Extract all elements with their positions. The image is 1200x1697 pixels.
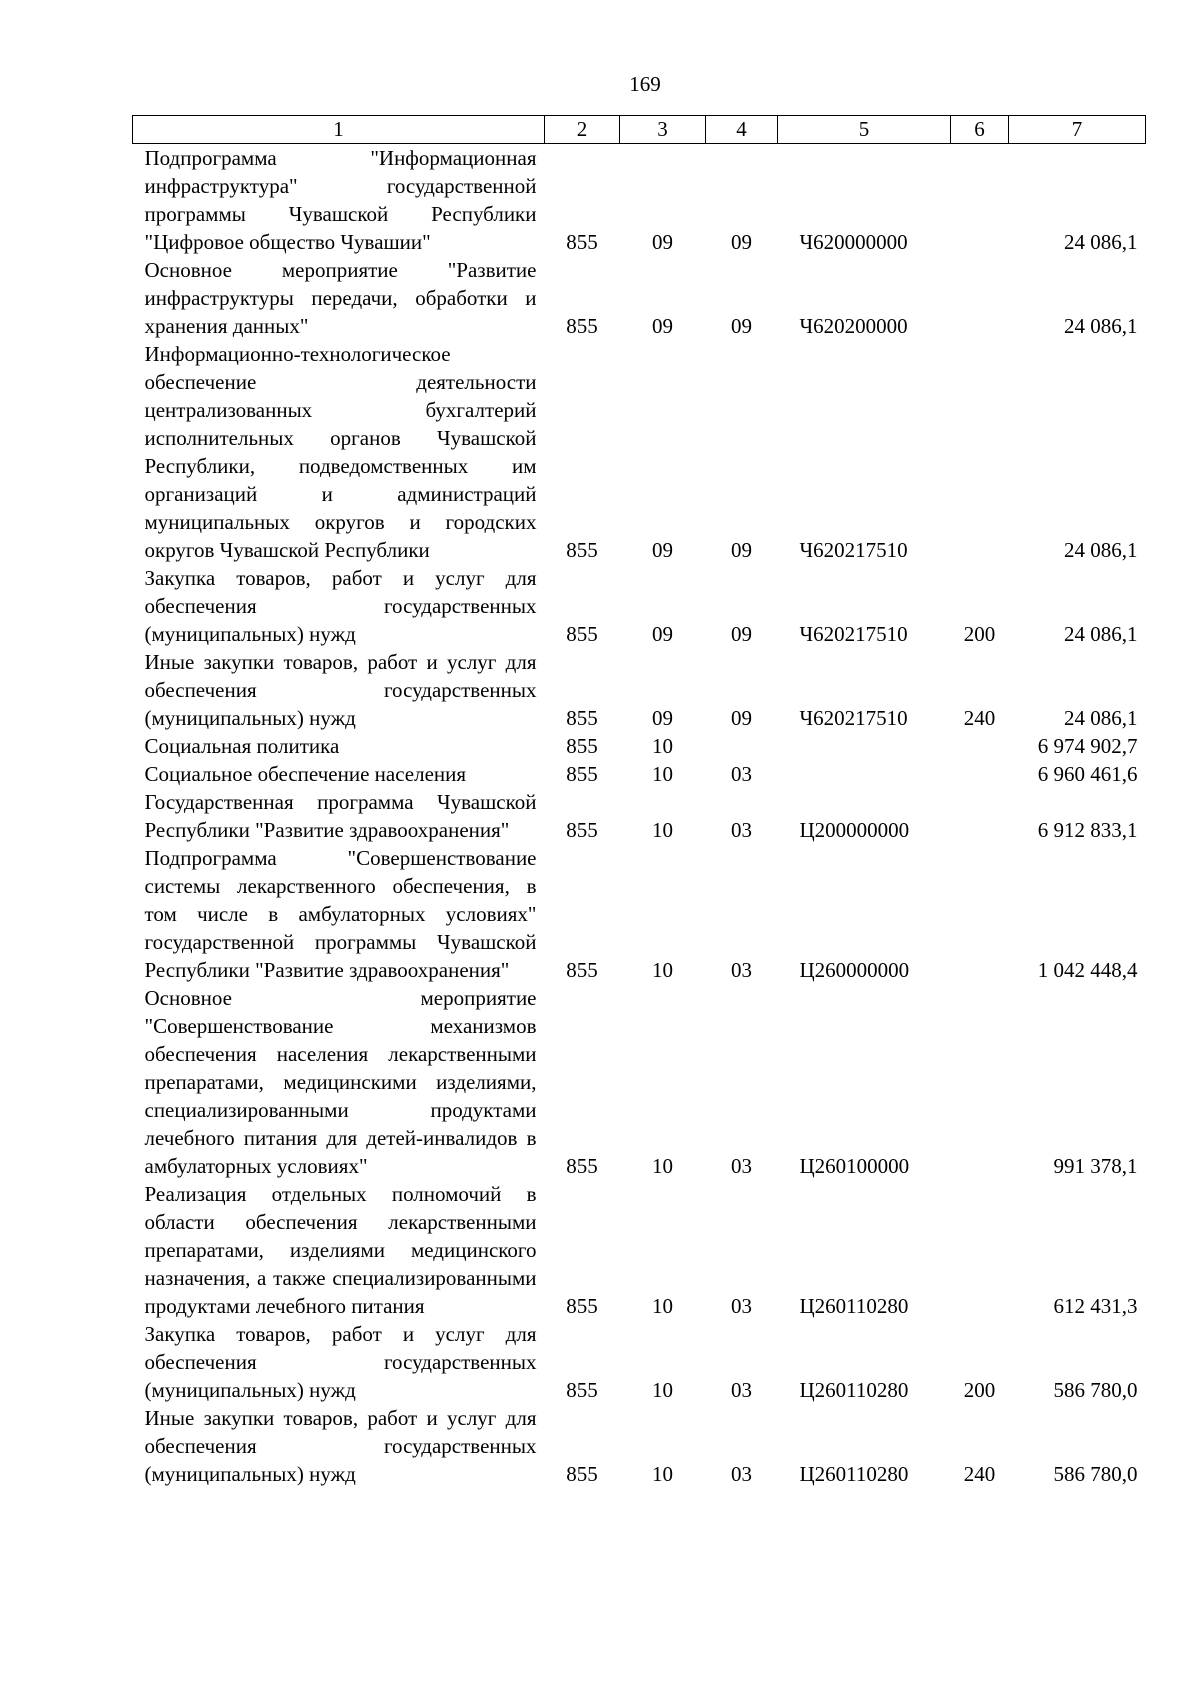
table-row — [133, 256, 1146, 340]
row-grbs-cell: 855 — [566, 958, 598, 982]
row-name-cell — [133, 144, 545, 257]
row-name-cell — [133, 984, 545, 1180]
row-name-text: Государственная программа Чувашской Республики "Развитие здравоохранения" — [144, 790, 537, 842]
row-subsection-cell: 03 — [731, 958, 752, 982]
table-row — [133, 144, 1146, 257]
row-name-text: Основное мероприятие "Совершенствование механизмов обеспечения населения лекарственными препаратами, медицинскими изделиями, специализированными продуктами лечебного питания для детей-инвалидов в амбулаторных условиях" — [144, 986, 537, 1178]
row-amount-cell: 24 086,1 — [1064, 538, 1138, 562]
row-amount-cell: 586 780,0 — [1053, 1378, 1138, 1402]
row-subsection-cell: 03 — [731, 1154, 752, 1178]
table-row — [133, 564, 1146, 648]
row-grbs-cell: 855 — [566, 818, 598, 842]
row-name-text: Закупка товаров, работ и услуг для обеспечения государственных (муниципальных) нужд — [144, 1322, 537, 1402]
row-section-cell: 09 — [652, 538, 673, 562]
row-name-cell — [133, 564, 545, 648]
row-amount-cell: 6 960 461,6 — [1037, 762, 1138, 786]
table-row — [133, 844, 1146, 984]
row-amount-cell: 6 912 833,1 — [1037, 818, 1138, 842]
row-section-cell: 10 — [652, 818, 673, 842]
column-header: 3 — [620, 116, 706, 144]
row-section-cell: 10 — [652, 1154, 673, 1178]
row-target-article-cell: Ч620200000 — [799, 314, 908, 338]
table-row — [133, 1404, 1146, 1488]
row-subsection-cell: 03 — [731, 762, 752, 786]
row-subsection-cell — [706, 732, 778, 760]
row-name-cell — [133, 256, 545, 340]
row-name-cell — [133, 1320, 545, 1404]
row-amount-cell: 24 086,1 — [1064, 622, 1138, 646]
table-row — [133, 732, 1146, 760]
row-name-text: Основное мероприятие "Развитие инфраструктуры передачи, обработки и хранения данных" — [144, 258, 537, 338]
row-grbs-cell: 855 — [566, 1378, 598, 1402]
row-subsection-cell: 03 — [731, 1294, 752, 1318]
table-row — [133, 984, 1146, 1180]
row-name-text: Иные закупки товаров, работ и услуг для обеспечения государственных (муниципальных) нужд — [144, 650, 537, 730]
row-name-text: Иные закупки товаров, работ и услуг для обеспечения государственных (муниципальных) нужд — [144, 1406, 537, 1486]
row-subsection-cell: 03 — [731, 1462, 752, 1486]
column-number-header-row — [133, 116, 1146, 144]
row-target-article-cell: Ц260110280 — [799, 1294, 909, 1318]
row-section-cell: 10 — [652, 734, 673, 758]
row-expense-type-cell — [951, 144, 1009, 257]
row-name-text: Информационно-технологическое обеспечение деятельности централизованных бухгалтерий исполнительных органов Чувашской Республики, подведомственных им организаций и администраций муниципальных округов и городских округов Чувашской Республики — [144, 342, 537, 562]
page-number: 169 — [629, 72, 661, 96]
row-expense-type-cell — [951, 984, 1009, 1180]
row-grbs-cell: 855 — [566, 1154, 598, 1178]
row-expense-type-cell — [951, 256, 1009, 340]
row-expense-type-cell — [951, 788, 1009, 844]
row-section-cell: 10 — [652, 762, 673, 786]
row-amount-cell: 586 780,0 — [1053, 1462, 1138, 1486]
row-expense-type-cell — [951, 732, 1009, 760]
row-subsection-cell: 09 — [731, 706, 752, 730]
row-section-cell: 10 — [652, 1294, 673, 1318]
row-section-cell: 09 — [652, 314, 673, 338]
row-section-cell: 10 — [652, 1378, 673, 1402]
row-target-article-cell — [778, 760, 951, 788]
row-name-cell — [133, 1404, 545, 1488]
table-row — [133, 340, 1146, 564]
row-name-text: Реализация отдельных полномочий в области обеспечения лекарственными препаратами, изделиями медицинского назначения, а также специализированными продуктами лечебного питания — [144, 1182, 537, 1318]
row-expense-type-cell: 240 — [963, 1462, 996, 1486]
column-header: 6 — [951, 116, 1009, 144]
table-row — [133, 788, 1146, 844]
row-grbs-cell: 855 — [566, 734, 598, 758]
row-expense-type-cell — [951, 340, 1009, 564]
row-amount-cell: 1 042 448,4 — [1037, 958, 1138, 982]
row-expense-type-cell: 200 — [963, 622, 996, 646]
budget-table — [132, 115, 1146, 1488]
row-subsection-cell: 09 — [731, 230, 752, 254]
row-expense-type-cell — [951, 760, 1009, 788]
row-target-article-cell: Ч620000000 — [799, 230, 908, 254]
row-expense-type-cell — [951, 1180, 1009, 1320]
row-expense-type-cell: 200 — [963, 1378, 996, 1402]
column-header: 2 — [545, 116, 620, 144]
row-name-cell — [133, 788, 545, 844]
table-row — [133, 1180, 1146, 1320]
row-target-article-cell: Ц260110280 — [799, 1378, 909, 1402]
row-grbs-cell: 855 — [566, 1462, 598, 1486]
row-section-cell: 09 — [652, 230, 673, 254]
row-subsection-cell: 09 — [731, 622, 752, 646]
table-row — [133, 760, 1146, 788]
row-section-cell: 09 — [652, 622, 673, 646]
row-amount-cell: 991 378,1 — [1053, 1154, 1138, 1178]
row-subsection-cell: 03 — [731, 818, 752, 842]
table-row — [133, 1320, 1146, 1404]
column-header: 7 — [1009, 116, 1146, 144]
row-name-cell — [133, 844, 545, 984]
row-name-text: Подпрограмма "Информационная инфраструктура" государственной программы Чувашской Республики "Цифровое общество Чувашии" — [144, 146, 537, 254]
column-header: 5 — [778, 116, 951, 144]
row-name-cell — [133, 340, 545, 564]
row-name-cell — [133, 732, 545, 760]
row-name-cell — [133, 760, 545, 788]
row-name-cell — [133, 1180, 545, 1320]
row-target-article-cell: Ц260100000 — [799, 1154, 910, 1178]
column-header: 4 — [706, 116, 778, 144]
row-grbs-cell: 855 — [566, 622, 598, 646]
row-amount-cell: 6 974 902,7 — [1037, 734, 1138, 758]
row-subsection-cell: 03 — [731, 1378, 752, 1402]
row-section-cell: 09 — [652, 706, 673, 730]
row-amount-cell: 24 086,1 — [1064, 314, 1138, 338]
row-section-cell: 10 — [652, 958, 673, 982]
row-section-cell: 10 — [652, 1462, 673, 1486]
row-target-article-cell — [778, 732, 951, 760]
row-grbs-cell: 855 — [566, 762, 598, 786]
row-grbs-cell: 855 — [566, 230, 598, 254]
row-name-cell — [133, 648, 545, 732]
row-name-text: Закупка товаров, работ и услуг для обеспечения государственных (муниципальных) нужд — [144, 566, 537, 646]
column-header: 1 — [133, 116, 545, 144]
row-amount-cell: 24 086,1 — [1064, 230, 1138, 254]
row-name-text: Подпрограмма "Совершенствование системы лекарственного обеспечения, в том числе в амбулаторных условиях" государственной программы Чувашской Республики "Развитие здравоохранения" — [144, 846, 537, 982]
row-grbs-cell: 855 — [566, 314, 598, 338]
row-grbs-cell: 855 — [566, 1294, 598, 1318]
row-target-article-cell: Ц200000000 — [799, 818, 910, 842]
row-subsection-cell: 09 — [731, 314, 752, 338]
row-target-article-cell: Ч620217510 — [799, 538, 908, 562]
row-target-article-cell: Ч620217510 — [799, 622, 908, 646]
row-target-article-cell: Ц260000000 — [799, 958, 910, 982]
row-grbs-cell: 855 — [566, 538, 598, 562]
row-grbs-cell: 855 — [566, 706, 598, 730]
row-target-article-cell: Ч620217510 — [799, 706, 908, 730]
row-name-text: Социальная политика — [144, 734, 340, 758]
table-row — [133, 648, 1146, 732]
row-name-text: Социальное обеспечение населения — [144, 762, 467, 786]
row-amount-cell: 612 431,3 — [1053, 1294, 1138, 1318]
row-expense-type-cell — [951, 844, 1009, 984]
row-amount-cell: 24 086,1 — [1064, 706, 1138, 730]
row-expense-type-cell: 240 — [963, 706, 996, 730]
row-subsection-cell: 09 — [731, 538, 752, 562]
row-target-article-cell: Ц260110280 — [799, 1462, 909, 1486]
